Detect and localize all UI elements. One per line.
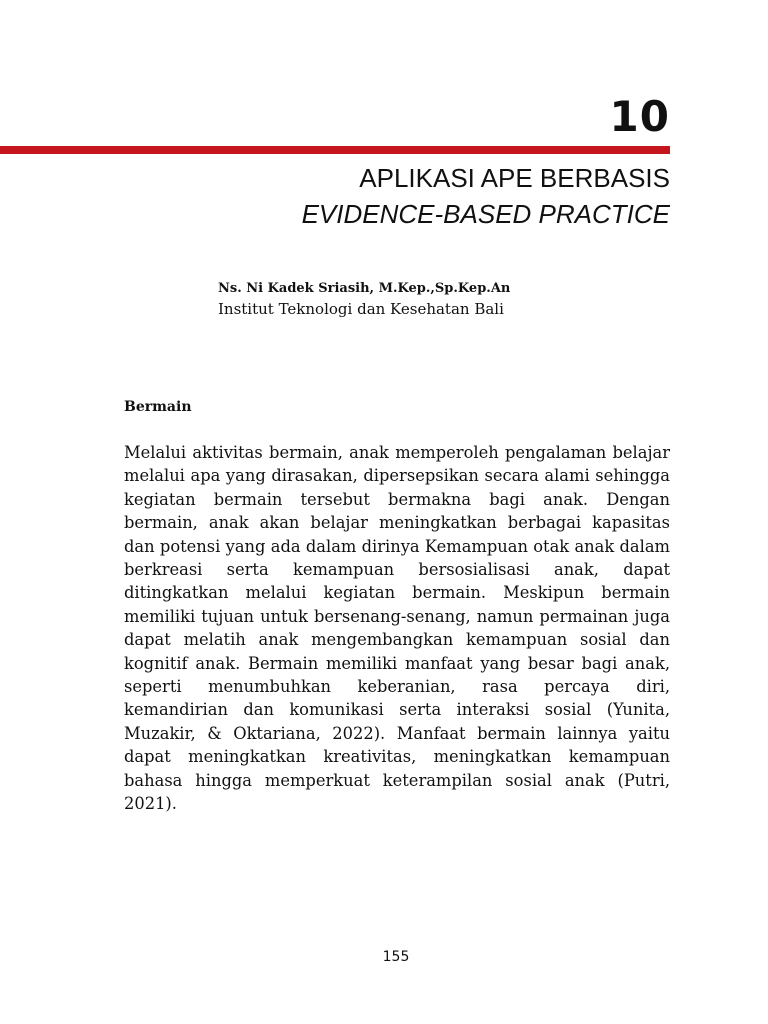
chapter-divider-rule [0,146,670,154]
author-name: Ns. Ni Kadek Sriasih, M.Kep.,Sp.Kep.An [218,281,511,296]
section-heading: Bermain [124,399,192,415]
page-number: 155 [382,949,410,965]
chapter-title-line2: EVIDENCE-BASED PRACTICE [301,199,670,229]
chapter-title-line1: APLIKASI APE BERBASIS [359,163,670,193]
author-block [218,280,638,319]
chapter-title [302,160,670,232]
author-affiliation: Institut Teknologi dan Kesehatan Bali [218,300,504,318]
chapter-number: 10 [609,92,670,141]
body-paragraph: Melalui aktivitas bermain, anak memperoleh pengalaman belajar melalui apa yang dirasakan, dipersepsikan secara alami sehingga kegiatan bermain tersebut bermakna bagi anak. Dengan bermain, anak akan belajar meningkatkan berbagai kapasitas dan potensi yang ada dalam dirinya Kemampuan otak anak dalam berkreasi serta kemampuan bersosialisasi anak, dapat ditingkatkan melalui kegiatan bermain. Meskipun bermain memiliki tujuan untuk bersenang-senang, namun permainan juga dapat melatih anak mengembangkan kemampuan sosial dan kognitif anak. Bermain memiliki manfaat yang besar bagi anak, seperti menumbuhkan keberanian, rasa percaya diri, kemandirian dan komunikasi serta interaksi sosial (Yunita, Muzakir, & Oktariana, 2022). Manfaat bermain lainnya yaitu dapat meningkatkan kreativitas, meningkatkan kemampuan bahasa hingga memperkuat keterampilan sosial anak (Putri, 2021). [124,443,670,814]
